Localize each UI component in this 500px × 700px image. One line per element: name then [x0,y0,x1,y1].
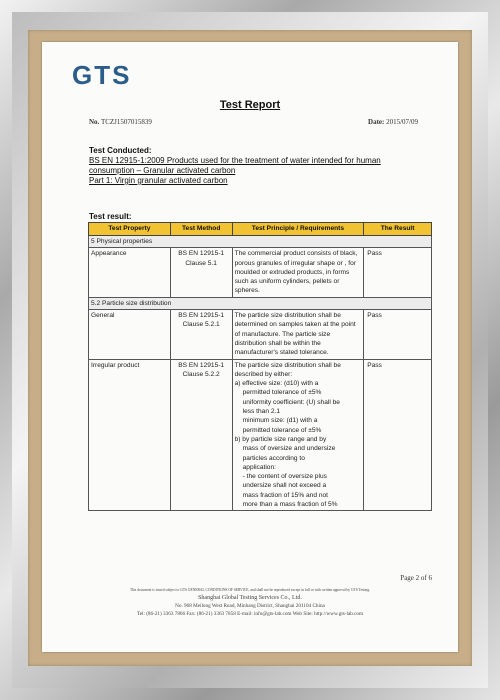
col-test-method: Test Method [170,223,232,236]
col-the-result: The Result [364,223,432,236]
cell-result: Pass [364,248,432,297]
req-line: particles according to [242,454,305,462]
cell-requirement [232,359,364,511]
footer-company: Shanghai Global Testing Services Co., Ltd. [198,595,302,601]
gts-logo: GTS [72,60,132,90]
cell-result: Pass [364,359,432,511]
method-clause: Clause 5.1 [185,259,217,267]
section-particle-size: 5.2 Particle size distribution [89,297,432,309]
report-number [89,118,152,126]
standard-line-2: consumption – Granular activated carbon [89,166,236,175]
cell-method [170,248,232,297]
section-row [89,236,432,248]
req-line: a) effective size: (d10) with a [234,380,319,388]
cell-result: Pass [364,310,432,359]
col-test-property: Test Property [89,223,171,236]
cell-requirement: The commercial product consists of black, porous granules of irregular shape or , for moulded or extruded products, in forms such as uniform cylinders, pellets or spheres. [232,248,364,297]
table-row [89,248,432,297]
req-line: uniformity coefficient: (U) shall be [242,398,340,406]
req-line: b) by particle size range and by [234,435,327,443]
req-line: more than a mass fraction of 5% [242,501,338,509]
footer-address: No. 968 Meilong West Road, Minhang District, Shanghai 201104 China [175,603,325,609]
report-date-value: 2015/07/09 [386,118,418,126]
test-result-table [88,222,432,511]
cell-property: General [89,310,171,359]
cell-method [170,310,232,359]
method-standard: BS EN 12915-1 [178,361,225,369]
req-line: permitted tolerance of ±5% [242,389,322,397]
req-line: mass fraction of 15% and not [242,491,329,499]
cell-property: Appearance [89,248,171,297]
report-number-value: TCZJ1507015839 [100,118,152,126]
col-test-principle: Test Principle / Requirements [232,223,364,236]
req-line: permitted tolerance of ±5% [242,426,322,434]
req-line: application: [242,463,276,471]
table-row [89,359,432,511]
method-standard: BS EN 12915-1 [178,250,225,258]
cell-property: Irregular product [89,359,171,511]
cell-method [170,359,232,511]
method-standard: BS EN 12915-1 [178,312,225,320]
req-intro: The particle size distribution shall be described by either: [234,361,341,378]
report-page [42,42,458,652]
method-clause: Clause 5.2.1 [182,321,220,329]
req-line: less than 2.1 [242,408,280,416]
test-result-heading: Test result: [89,212,132,221]
req-line: mass of oversize and undersize [242,445,336,453]
table-row [89,310,432,359]
footer-disclaimer: This document is issued subject to GTS GENERAL CONDITIONS OF SERVICE, and shall not be reproduced except in full or with written approval by GTS Testing. [129,588,371,592]
standard-line-1: BS EN 12915-1:2009 Products used for the treatment of water intended for human [89,156,381,165]
report-date [368,118,418,126]
method-clause: Clause 5.2.2 [182,370,220,378]
section-row [89,297,432,309]
report-number-label: No. [89,118,100,126]
cell-requirement: The particle size distribution shall be determined on samples taken at the point of manufacture. The particle size distribution shall be within the manufacturer's stated tolerance. [232,310,364,359]
req-line: minimum size: (d1) with a [242,417,318,425]
test-conducted-section [89,146,429,186]
section-physical-properties: 5 Physical properties [89,236,432,248]
report-date-label: Date: [368,118,385,126]
standard-line-3: Part 1: Virgin granular activated carbon [89,176,228,185]
table-header-row [89,223,432,236]
report-title: Test Report [219,99,281,111]
req-line: undersize shall not exceed a [242,482,327,490]
page-number: Page 2 of 6 [400,574,432,582]
req-line: - the content of oversize plus [242,473,327,481]
footer-contact: Tel: (86-21) 3363 7866 Fax: (86-21) 3363 7858 E-mail: info@gts-lab.com Web Site: http://www.gts-lab.com [136,611,364,617]
test-conducted-heading: Test Conducted: [89,146,152,155]
